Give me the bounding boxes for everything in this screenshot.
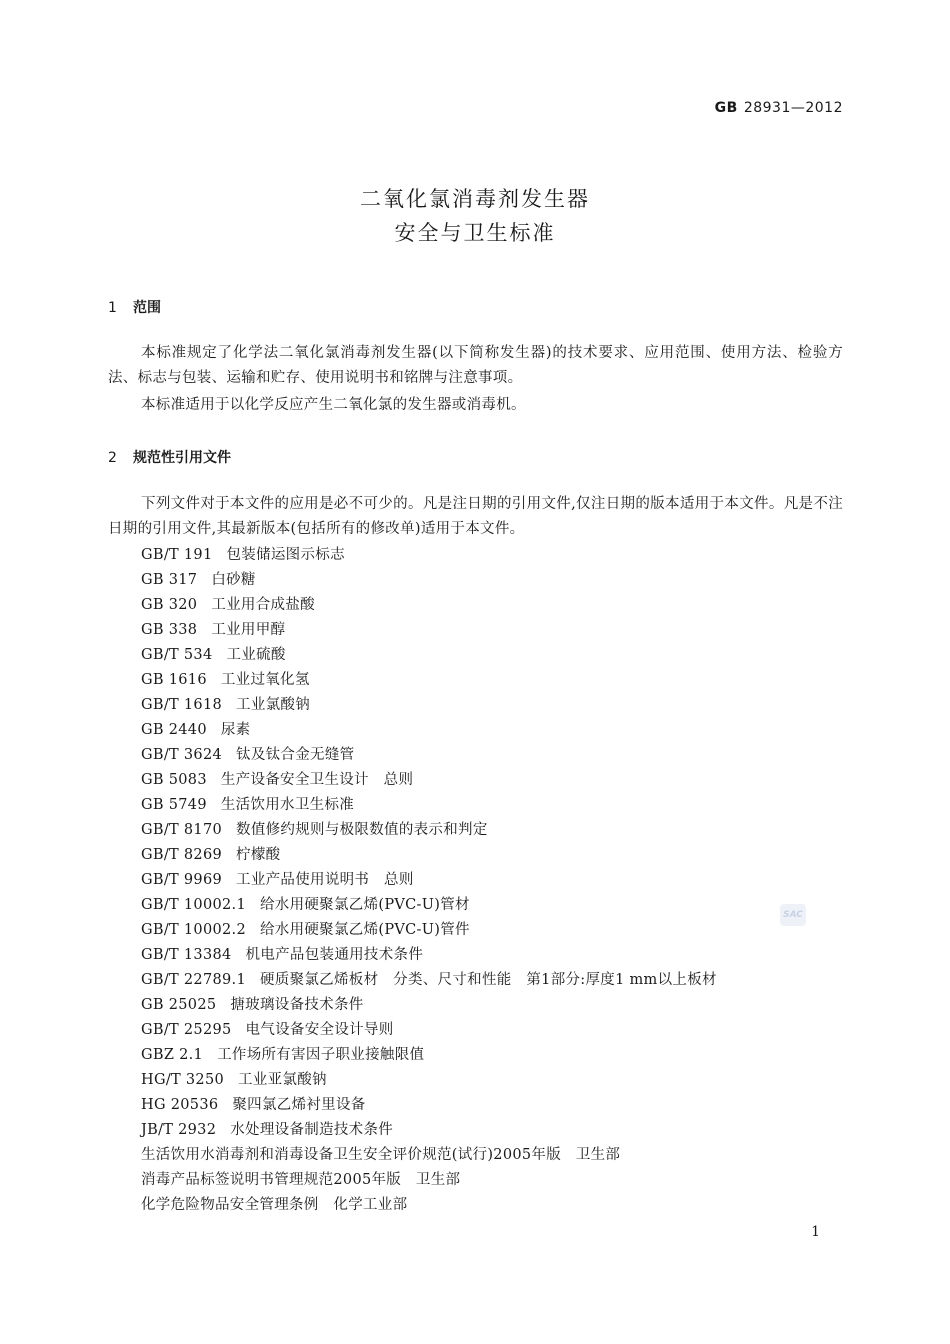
reference-item <box>141 668 717 693</box>
reference-title: 机电产品包装通用技术条件 <box>245 947 424 963</box>
standard-number: 28931—2012 <box>743 100 843 116</box>
reference-title: 包装储运图示标志 <box>226 547 345 563</box>
reference-item <box>141 618 717 643</box>
reference-item <box>141 1168 717 1193</box>
reference-title: 搪玻璃设备技术条件 <box>230 997 364 1013</box>
section-1-heading <box>108 297 161 317</box>
reference-title: 柠檬酸 <box>236 847 281 863</box>
reference-item <box>141 1118 717 1143</box>
reference-item <box>141 818 717 843</box>
reference-code: GB/T 3624 <box>141 747 223 763</box>
reference-item <box>141 943 717 968</box>
reference-code: GB 5083 <box>141 772 207 788</box>
reference-code: GB/T 10002.2 <box>141 922 246 938</box>
document-title-line2: 安全与卫生标准 <box>394 221 556 245</box>
reference-title: 工作场所有害因子职业接触限值 <box>217 1047 425 1063</box>
reference-title: 钛及钛合金无缝管 <box>236 747 355 763</box>
reference-title: 给水用硬聚氯乙烯(PVC-U)管件 <box>259 922 470 938</box>
section-title: 规范性引用文件 <box>133 450 231 466</box>
reference-item <box>141 543 717 568</box>
reference-code: GB/T 22789.1 <box>141 972 246 988</box>
reference-title: 聚四氯乙烯衬里设备 <box>232 1097 366 1113</box>
reference-item <box>141 693 717 718</box>
scope-paragraph: 本标准规定了化学法二氧化氯消毒剂发生器(以下简称发生器)的技术要求、应用范围、使用方法、检验方法、标志与包装、运输和贮存、使用说明书和铭牌与注意事项。 <box>108 345 843 386</box>
reference-code: GB 320 <box>141 597 198 613</box>
reference-code: GB 2440 <box>141 722 207 738</box>
section-number: 2 <box>108 450 117 466</box>
reference-title: 数值修约规则与极限数值的表示和判定 <box>236 822 488 838</box>
reference-title: 工业用甲醇 <box>211 622 286 638</box>
reference-title: 工业过氧化氢 <box>220 672 310 688</box>
reference-title: 工业产品使用说明书 总则 <box>236 872 414 888</box>
reference-title: 生活饮用水卫生标准 <box>220 797 355 813</box>
reference-code: HG 20536 <box>141 1097 219 1113</box>
reference-item <box>141 1143 717 1168</box>
reference-code: JB/T 2932 <box>141 1122 217 1138</box>
reference-title: 生活饮用水消毒剂和消毒设备卫生安全评价规范(试行)2005年版 卫生部 <box>141 1147 621 1163</box>
reference-item <box>141 1193 717 1218</box>
reference-code: GB/T 25295 <box>141 1022 232 1038</box>
reference-title: 白砂糖 <box>211 572 256 588</box>
reference-item <box>141 918 717 943</box>
reference-code: GB/T 534 <box>141 647 213 663</box>
references-intro-paragraph: 下列文件对于本文件的应用是必不可少的。凡是注日期的引用文件,仅注日期的版本适用于本文件。凡是不注日期的引用文件,其最新版本(包括所有的修改单)适用于本文件。 <box>108 496 843 537</box>
reference-code: GB 1616 <box>141 672 207 688</box>
reference-item <box>141 568 717 593</box>
reference-item <box>141 643 717 668</box>
reference-item <box>141 993 717 1018</box>
reference-code: GB/T 8170 <box>141 822 223 838</box>
document-title-line1: 二氧化氯消毒剂发生器 <box>360 187 590 211</box>
sac-watermark-logo: SAC <box>780 904 806 926</box>
reference-code: GBZ 2.1 <box>141 1047 204 1063</box>
standard-prefix: GB <box>714 100 738 116</box>
scope-applicability-paragraph: 本标准适用于以化学反应产生二氧化氯的发生器或消毒机。 <box>141 397 526 413</box>
reference-item <box>141 968 717 993</box>
reference-title: 消毒产品标签说明书管理规范2005年版 卫生部 <box>141 1172 461 1188</box>
reference-code: GB/T 13384 <box>141 947 232 963</box>
reference-title: 给水用硬聚氯乙烯(PVC-U)管材 <box>259 897 470 913</box>
reference-title: 工业氯酸钠 <box>236 697 311 713</box>
reference-item <box>141 593 717 618</box>
reference-item <box>141 843 717 868</box>
reference-code: GB 25025 <box>141 997 217 1013</box>
reference-item <box>141 1043 717 1068</box>
reference-item <box>141 718 717 743</box>
reference-code: GB 317 <box>141 572 198 588</box>
reference-list <box>141 543 717 1218</box>
page-number: 1 <box>811 1224 820 1240</box>
reference-title: 硬质聚氯乙烯板材 分类、尺寸和性能 第1部分:厚度1 mm以上板材 <box>259 972 717 988</box>
reference-code: GB/T 10002.1 <box>141 897 246 913</box>
reference-item <box>141 1068 717 1093</box>
reference-item <box>141 868 717 893</box>
reference-title: 化学危险物品安全管理条例 化学工业部 <box>141 1197 408 1213</box>
reference-item <box>141 768 717 793</box>
reference-title: 工业亚氯酸钠 <box>238 1072 327 1088</box>
reference-code: HG/T 3250 <box>141 1072 224 1088</box>
reference-title: 尿素 <box>220 722 251 738</box>
section-2-heading <box>108 447 231 467</box>
reference-title: 水处理设备制造技术条件 <box>230 1122 394 1138</box>
reference-code: GB/T 1618 <box>141 697 223 713</box>
reference-item <box>141 893 717 918</box>
reference-code: GB 5749 <box>141 797 207 813</box>
section-title: 范围 <box>133 300 161 316</box>
reference-item <box>141 743 717 768</box>
reference-item <box>141 793 717 818</box>
reference-title: 工业硫酸 <box>226 647 286 663</box>
reference-item <box>141 1093 717 1118</box>
reference-title: 生产设备安全卫生设计 总则 <box>220 772 414 788</box>
reference-item <box>141 1018 717 1043</box>
standard-code <box>715 100 843 116</box>
reference-code: GB 338 <box>141 622 198 638</box>
reference-title: 工业用合成盐酸 <box>211 597 315 613</box>
reference-code: GB/T 9969 <box>141 872 223 888</box>
section-number: 1 <box>108 300 117 316</box>
reference-code: GB/T 191 <box>141 547 213 563</box>
reference-title: 电气设备安全设计导则 <box>245 1022 394 1038</box>
reference-code: GB/T 8269 <box>141 847 223 863</box>
